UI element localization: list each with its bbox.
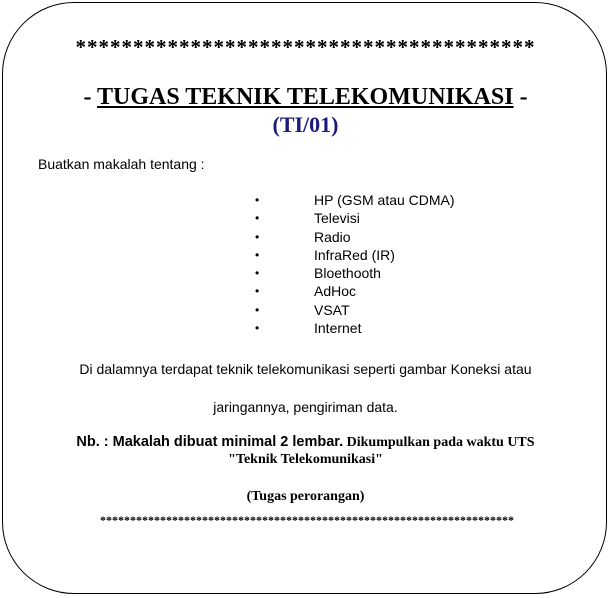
page-title (0, 84, 611, 110)
note-line-2: "Teknik Telekomunikasi" (228, 452, 383, 467)
bullet-icon: • (255, 211, 260, 226)
note-nb: Nb. : Makalah dibuat minimal 2 lembar. (76, 434, 344, 450)
title-text: TUGAS TEKNIK TELEKOMUNIKASI (97, 84, 514, 110)
topic-label: Radio (314, 228, 351, 245)
topic-label: InfraRed (IR) (314, 246, 395, 263)
bullet-icon: • (255, 266, 260, 281)
topic-label: Internet (314, 320, 362, 337)
bullet-icon: • (255, 229, 260, 244)
topic-label: Bloethooth (314, 265, 381, 282)
topic-label: VSAT (314, 301, 350, 318)
description-line-2: jaringannya, pengiriman data. (213, 399, 398, 415)
individual-task-note: (Tugas perorangan) (246, 489, 365, 504)
bullet-icon: • (255, 302, 260, 317)
note-line-1 (0, 433, 611, 452)
topic-label: AdHoc (314, 283, 357, 300)
top-star-divider: **************************************** (75, 35, 536, 59)
topic-label: HP (GSM atau CDMA) (314, 192, 455, 208)
bullet-icon: • (255, 284, 260, 299)
title-suffix: - (513, 84, 528, 110)
intro-text: Buatkan makalah tentang : (38, 156, 205, 172)
topic-label: Televisi (314, 210, 360, 227)
bullet-icon: • (255, 247, 260, 262)
bullet-icon: • (255, 321, 260, 336)
assignment-code: (TI/01) (272, 112, 339, 137)
description-line-1: Di dalamnya terdapat teknik telekomunikasi seperti gambar Koneksi atau (79, 361, 532, 377)
bottom-star-divider: ********************************************************************* (100, 513, 514, 527)
note-deadline: Dikumpulkan pada waktu UTS (343, 435, 535, 450)
title-prefix: - (83, 84, 97, 110)
bullet-icon: • (255, 193, 260, 207)
